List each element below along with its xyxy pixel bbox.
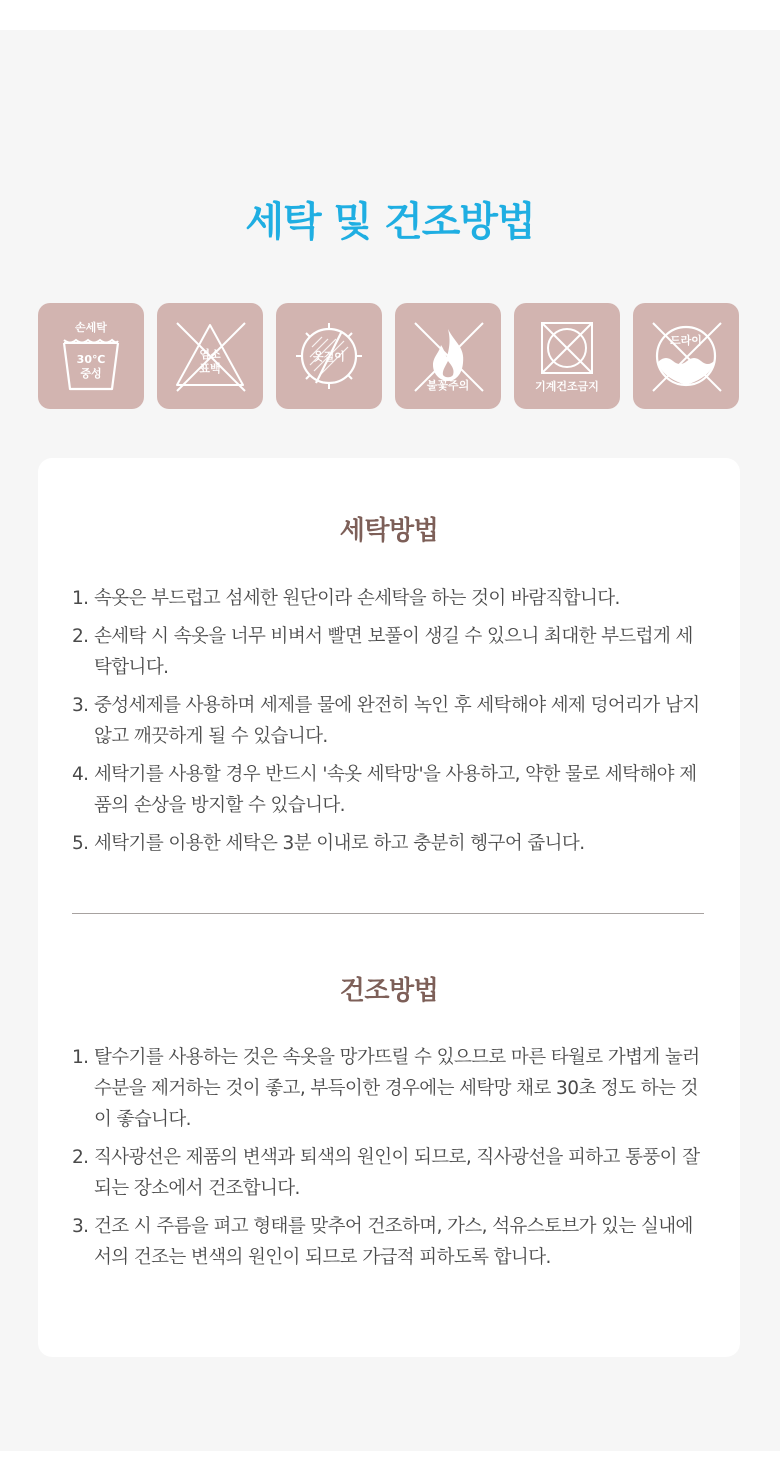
no-hanger-label: 옷걸이 <box>313 350 345 363</box>
list-item-number: 1. <box>72 588 89 609</box>
list-item-text: 손세탁 시 속옷을 너무 비벼서 빨면 보풀이 생길 수 있으니 최대한 부드럽게 세탁합니다. <box>94 626 693 678</box>
list-item-text: 중성세제를 사용하며 세제를 물에 완전히 녹인 후 세탁해야 세제 덩어리가 남지 않고 깨끗하게 될 수 있습니다. <box>94 695 700 747</box>
no-bleach-label-1: 염소 <box>199 348 221 361</box>
care-instructions-card <box>38 458 740 1357</box>
list-item-number: 3. <box>72 1216 89 1237</box>
list-item-number: 3. <box>72 695 89 716</box>
list-item <box>72 759 708 821</box>
page-background <box>0 30 780 1451</box>
care-icon-no-tumble-dry <box>514 303 620 409</box>
list-item-text: 탈수기를 사용하는 것은 속옷을 망가뜨릴 수 있으므로 마른 타월로 가볍게 눌러 수분을 제거하는 것이 좋고, 부득이한 경우에는 세탁망 채로 30초 정도 하는 것이 좋습니다. <box>94 1047 700 1130</box>
list-item <box>72 1142 708 1204</box>
no-dry-clean-label: 드라이 <box>670 334 702 347</box>
drying-section-title: 건조방법 <box>339 976 439 1006</box>
care-icon-no-dry-clean <box>633 303 739 409</box>
page-title: 세탁 및 건조방법 <box>245 199 535 245</box>
list-item-number: 5. <box>72 833 89 854</box>
section-divider <box>72 913 704 914</box>
list-item-text: 세탁기를 이용한 세탁은 3분 이내로 하고 충분히 헹구어 줍니다. <box>94 833 585 854</box>
no-tumble-dry-label: 기계건조금지 <box>535 380 599 393</box>
washing-list <box>72 583 708 866</box>
list-item-number: 2. <box>72 626 89 647</box>
list-item <box>72 1211 708 1273</box>
list-item-number: 4. <box>72 764 89 785</box>
care-icon-no-hanger <box>276 303 382 409</box>
list-item <box>72 690 708 752</box>
care-icon-no-fire <box>395 303 501 409</box>
hand-wash-temp-label: 30℃ <box>76 353 106 366</box>
fire-caution-icon <box>395 303 501 409</box>
care-icon-no-bleach <box>157 303 263 409</box>
hand-wash-bottom-label: 중성 <box>80 367 102 380</box>
drying-list <box>72 1042 708 1280</box>
list-item-text: 세탁기를 사용할 경우 반드시 '속옷 세탁망'을 사용하고, 약한 물로 세탁해야 제품의 손상을 방지할 수 있습니다. <box>94 764 697 816</box>
no-tumble-dry-icon <box>514 303 620 409</box>
no-bleach-label-2: 표백 <box>199 362 221 375</box>
list-item <box>72 1042 708 1135</box>
list-item-number: 1. <box>72 1047 89 1068</box>
no-dry-clean-icon <box>633 303 739 409</box>
list-item-text: 직사광선은 제품의 변색과 퇴색의 원인이 되므로, 직사광선을 피하고 통풍이 잘 되는 장소에서 건조합니다. <box>94 1147 700 1199</box>
list-item <box>72 621 708 683</box>
washing-section-title: 세탁방법 <box>339 516 439 546</box>
list-item <box>72 583 708 614</box>
list-item-text: 건조 시 주름을 펴고 형태를 맞추어 건조하며, 가스, 석유스토브가 있는 실내에서의 건조는 변색의 원인이 되므로 가급적 피하도록 합니다. <box>94 1216 693 1268</box>
list-item <box>72 828 708 859</box>
hand-wash-top-label: 손세탁 <box>75 321 107 334</box>
list-item-text: 속옷은 부드럽고 섬세한 원단이라 손세탁을 하는 것이 바람직합니다. <box>94 588 620 609</box>
care-icon-hand-wash <box>38 303 144 409</box>
list-item-number: 2. <box>72 1147 89 1168</box>
fire-caution-label: 불꽃주의 <box>426 379 470 392</box>
